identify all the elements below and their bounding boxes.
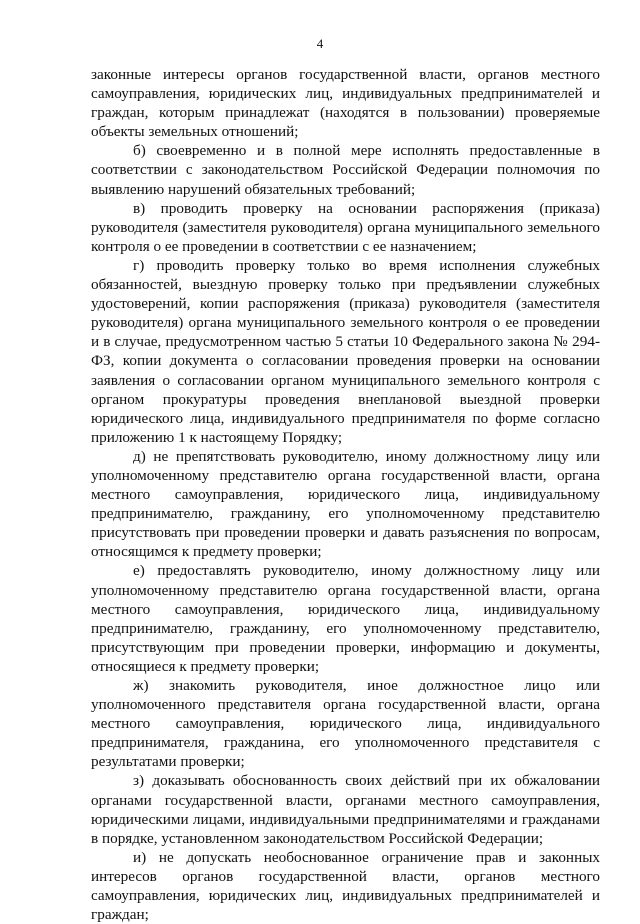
paragraph-g: г) проводить проверку только во время исполнения служебных обязанностей, выездную проверку только при предъявлении служебных удостоверений, копии распоряжения (приказа) руководителя (заместителя руководителя) органа муниципального земельного контроля о ее проведении и в случае, предусмотренном частью 5 статьи 10 Федерального закона № 294-ФЗ, копии документа о согласовании проведения проверки на основании заявления о согласовании органом муниципального земельного контроля с органом прокуратуры проведения внеплановой выездной проверки юридического лица, индивидуального предпринимателя по форме согласно приложению 1 к настоящему Порядку; (91, 256, 600, 446)
paragraph-zh: ж) знакомить руководителя, иное должностное лицо или уполномоченного представителя органа государственной власти, органа местного самоуправления, юридического лица, индивидуального предпринимателя, гражданина, его уполномоченного представителя с результатами проверки; (91, 677, 600, 771)
paragraph-z: з) доказывать обоснованность своих действий при их обжаловании органами государственной власти, органами местного самоуправления, юридическими лицами, индивидуальными предпринимателями и гражданами в порядке, установленном законодательством Российской Федерации; (91, 772, 600, 847)
paragraph-continuation: законные интересы органов государственной власти, органов местного самоуправления, юридических лиц, индивидуальных предпринимателей и граждан, которым принадлежат (находятся в пользовании) проверяемые объекты земельных отношений; (91, 66, 600, 141)
paragraph-b: б) своевременно и в полной мере исполнять предоставленные в соответствии с законодательством Российской Федерации полномочия по выявлению нарушений обязательных требований; (91, 142, 600, 198)
paragraph-v: в) проводить проверку на основании распоряжения (приказа) руководителя (заместителя руководителя) органа муниципального земельного контроля о ее проведении в соответствии с ее назначением; (91, 199, 600, 255)
paragraph-e: е) предоставлять руководителю, иному должностному лицу или уполномоченному представителю органа государственной власти, органа местного самоуправления, юридического лица, индивидуальному предпринимателю, гражданину, его уполномоченному представителю, присутствующим при проведении проверки, информацию и документы, относящиеся к предмету проверки; (91, 562, 600, 675)
page-number: 4 (316, 36, 324, 51)
paragraph-d: д) не препятствовать руководителю, иному должностному лицу или уполномоченному представителю органа государственной власти, органа местного самоуправления, юридического лица, индивидуальному предпринимателю, гражданину, его уполномоченному представителю присутствовать при проведении проверки и давать разъяснения по вопросам, относящимся к предмету проверки; (91, 447, 600, 561)
paragraph-i: и) не допускать необоснованное ограничение прав и законных интересов органов государственной власти, органов местного самоуправления, юридических лиц, индивидуальных предпринимателей и граждан; (91, 848, 600, 924)
document-body (91, 65, 600, 924)
